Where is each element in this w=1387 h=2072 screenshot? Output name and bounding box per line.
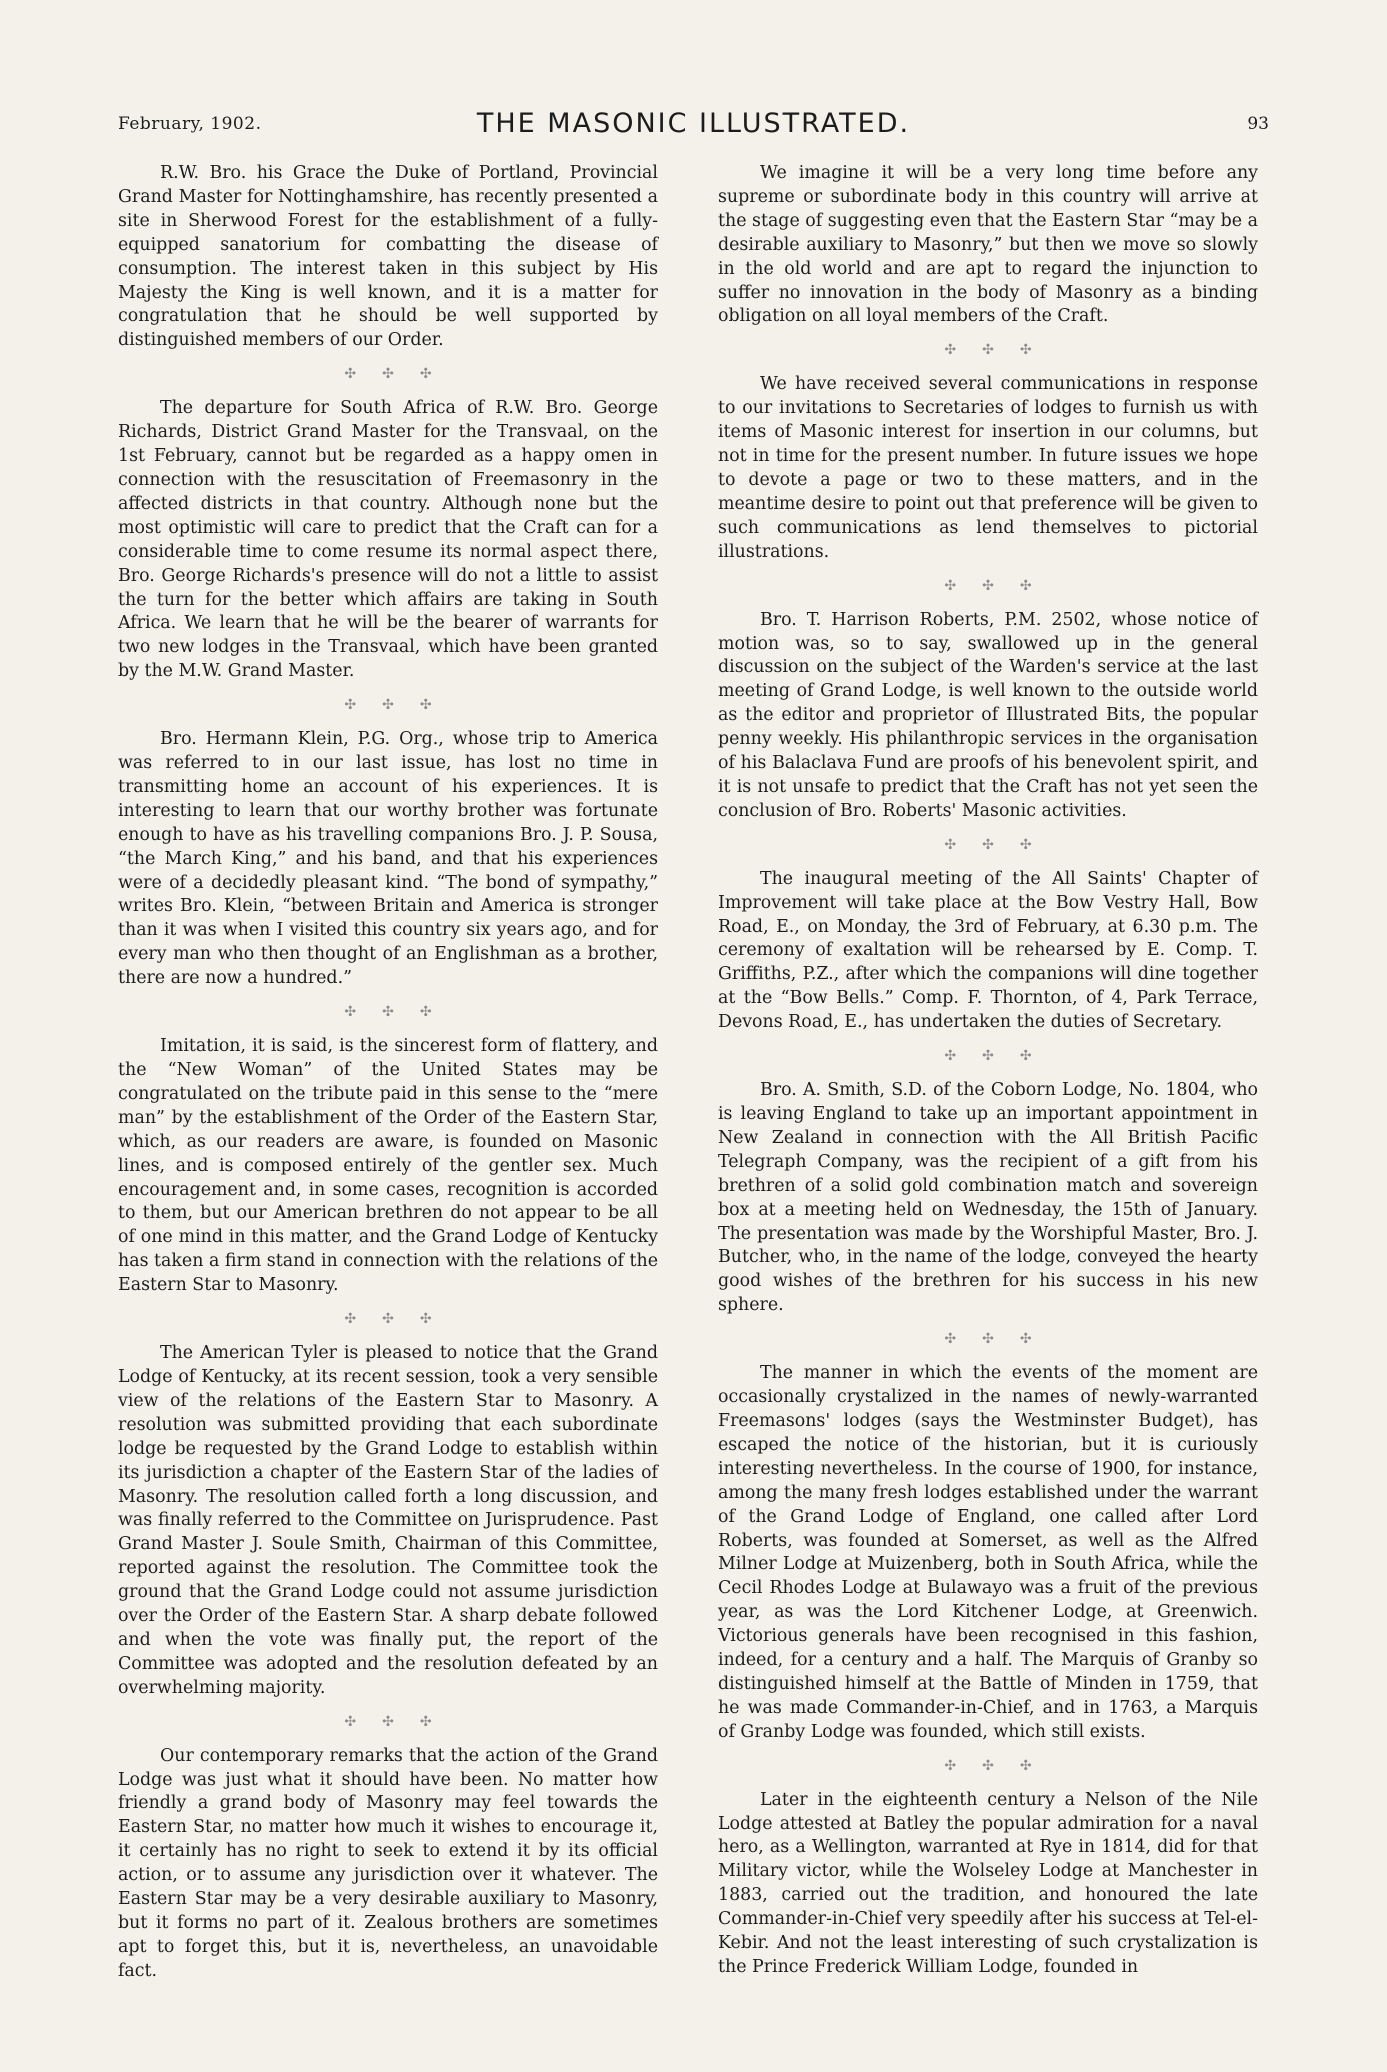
ornament-icon: ✣ xyxy=(944,1757,983,1774)
article-paragraph: R.W. Bro. his Grace the Duke of Portland, Provincial Grand Master for Nottinghamshire, has recently presented a site in Sherwood Forest for the establishment of a fully-equipped sanatorium for combatting the disease of consumption. The interest taken in this subject by His Majesty the King is well known, and it is a matter for congratulation that he should be well supported by distinguished members of our Order. xyxy=(118,163,658,351)
ornament-icon: ✣ xyxy=(419,366,458,383)
ornament-icon: ✣ xyxy=(944,342,983,359)
ornament-icon: ✣ xyxy=(382,1311,420,1328)
ornament-icon: ✣ xyxy=(344,1004,383,1021)
article-paragraph: The inaugural meeting of the All Saints' Chapter of Improvement will take place at the Bow Vestry Hall, Bow Road, E., on Monday, the 3rd of February, at 6.30 p.m. The ceremony of exaltation will be rehearsed by E. Comp. T. Griffiths, P.Z., after which the companions will dine together at the “Bow Bells.” Comp. F. Thornton, of 4, Park Terrace, Devons Road, E., has undertaken the duties of Secretary. xyxy=(718,868,1258,1033)
ornament-icon: ✣ xyxy=(419,697,458,714)
ornament-icon: ✣ xyxy=(1019,342,1058,359)
article-paragraph: We have received several communications in response to our invitations to Secretaries of lodges to furnish us with items of Masonic interest for insertion in our columns, but not in time for the present number. In future issues we hope to devote a page or two to these matters, and in the meantime desire to point out that preference will be given to such communications as lend themselves to pictorial illustrations. xyxy=(718,374,1258,562)
ornament-icon: ✣ xyxy=(419,1311,458,1328)
ornament-icon: ✣ xyxy=(1019,836,1058,853)
section-ornament xyxy=(144,1711,658,1733)
section-ornament xyxy=(744,834,1258,856)
page-number: 93 xyxy=(1247,114,1269,134)
ornament-icon: ✣ xyxy=(944,1048,983,1065)
ornament-icon: ✣ xyxy=(382,1713,420,1730)
ornament-icon: ✣ xyxy=(1019,1048,1058,1065)
ornament-icon: ✣ xyxy=(344,366,383,383)
article-paragraph: The American Tyler is pleased to notice that the Grand Lodge of Kentucky, at its recent session, took a very sensible view of the relations of the Eastern Star to Masonry. A resolution was submitted providing that each subordinate lodge be requested by the Grand Lodge to establish within its jurisdiction a chapter of the Eastern Star of the ladies of Masonry. The resolution called forth a long discussion, and was finally referred to the Committee on Jurisprudence. Past Grand Master J. Soule Smith, Chairman of this Committee, reported against the resolution. The Committee took the ground that the Grand Lodge could not assume jurisdiction over the Order of the Eastern Star. A sharp debate followed and when the vote was finally put, the report of the Committee was adopted and the resolution defeated by an overwhelming majority. xyxy=(118,1343,658,1698)
ornament-icon: ✣ xyxy=(382,366,420,383)
ornament-icon: ✣ xyxy=(344,1311,383,1328)
left-column xyxy=(118,162,658,1984)
section-ornament xyxy=(144,1308,658,1330)
ornament-icon: ✣ xyxy=(982,1048,1020,1065)
ornament-icon: ✣ xyxy=(382,697,420,714)
ornament-icon: ✣ xyxy=(944,577,983,594)
section-ornament xyxy=(144,1001,658,1023)
article-paragraph: The manner in which the events of the moment are occasionally crystalized in the names of newly-warranted Freemasons' lodges (says the Westminster Budget), has escaped the notice of the historian, but it is curiously interesting nevertheless. In the course of 1900, for instance, among the many fresh lodges established under the warrant of the Grand Lodge of England, one called after Lord Roberts, was founded at Somerset, as well as the Alfred Milner Lodge at Muizenberg, both in South Africa, while the Cecil Rhodes Lodge at Bulawayo was a fruit of the previous year, as was the Lord Kitchener Lodge, at Greenwich. Victorious generals have been recognised in this fashion, indeed, for a century and a half. The Marquis of Granby so distinguished himself at the Battle of Minden in 1759, that he was made Commander-in-Chief, and in 1763, a Marquis of Granby Lodge was founded, which still exists. xyxy=(718,1363,1258,1742)
ornament-icon: ✣ xyxy=(1019,1331,1058,1348)
ornament-icon: ✣ xyxy=(982,342,1020,359)
section-ornament xyxy=(744,1045,1258,1067)
ornament-icon: ✣ xyxy=(344,1713,383,1730)
masthead-title: THE MASONIC ILLUSTRATED. xyxy=(476,108,911,139)
section-ornament xyxy=(144,363,658,385)
ornament-icon: ✣ xyxy=(982,577,1020,594)
ornament-icon: ✣ xyxy=(982,1757,1020,1774)
right-column xyxy=(718,162,1258,1980)
ornament-icon: ✣ xyxy=(344,697,383,714)
section-ornament xyxy=(744,1328,1258,1350)
article-paragraph: Imitation, it is said, is the sincerest form of flattery, and the “New Woman” of the United States may be congratulated on the tribute paid in this sense to the “mere man” by the establishment of the Order of the Eastern Star, which, as our readers are aware, is founded on Masonic lines, and is composed entirely of the gentler sex. Much encouragement and, in some cases, recognition is accorded to them, but our American brethren do not appear to be all of one mind in this matter, and the Grand Lodge of Kentucky has taken a firm stand in connection with the relations of the Eastern Star to Masonry. xyxy=(118,1036,658,1296)
article-paragraph: Bro. A. Smith, S.D. of the Coborn Lodge, No. 1804, who is leaving England to take up an important appointment in New Zealand in connection with the All British Pacific Telegraph Company, was the recipient of a gift from his brethren of a solid gold combination match and sovereign box at a meeting held on Wednesday, the 15th of January. The presentation was made by the Worshipful Master, Bro. J. Butcher, who, in the name of the lodge, conveyed the hearty good wishes of the brethren for his success in his new sphere. xyxy=(718,1080,1258,1316)
ornament-icon: ✣ xyxy=(944,836,983,853)
article-paragraph: Our contemporary remarks that the action of the Grand Lodge was just what it should have been. No matter how friendly a grand body of Masonry may feel towards the Eastern Star, no matter how much it wishes to encourage it, it certainly has no right to seek to extend it by its official action, or to assume any jurisdiction over it whatever. The Eastern Star may be a very desirable auxiliary to Masonry, but it forms no part of it. Zealous brothers are sometimes apt to forget this, but it is, nevertheless, an unavoidable fact. xyxy=(118,1745,658,1981)
ornament-icon: ✣ xyxy=(419,1004,458,1021)
section-ornament xyxy=(144,694,658,716)
article-paragraph: Bro. T. Harrison Roberts, P.M. 2502, whose notice of motion was, so to say, swallowed up in the general discussion on the subject of the Warden's service at the last meeting of Grand Lodge, is well known to the outside world as the editor and proprietor of Illustrated Bits, the popular penny weekly. His philanthropic services in the organisation of his Balaclava Fund are proofs of his benevolent spirit, and it is not unsafe to predict that the Craft has not yet seen the conclusion of Bro. Roberts' Masonic activities. xyxy=(718,609,1258,821)
ornament-icon: ✣ xyxy=(944,1331,983,1348)
ornament-icon: ✣ xyxy=(419,1713,458,1730)
ornament-icon: ✣ xyxy=(982,1331,1020,1348)
article-paragraph: The departure for South Africa of R.W. Bro. George Richards, District Grand Master for the Transvaal, on the 1st February, cannot but be regarded as a happy omen in connection with the resuscitation of Freemasonry in the affected districts in that country. Although none but the most optimistic will care to predict that the Craft can for a considerable time to come resume its normal aspect there, Bro. George Richards's presence will do not a little to assist the turn for the better which affairs are taking in South Africa. We learn that he will be the bearer of warrants for two new lodges in the Transvaal, which have been granted by the M.W. Grand Master. xyxy=(118,398,658,682)
section-ornament xyxy=(744,575,1258,597)
issue-date: February, 1902. xyxy=(118,114,262,134)
ornament-icon: ✣ xyxy=(1019,577,1058,594)
ornament-icon: ✣ xyxy=(382,1004,420,1021)
section-ornament xyxy=(744,1755,1258,1777)
ornament-icon: ✣ xyxy=(982,836,1020,853)
article-paragraph: We imagine it will be a very long time before any supreme or subordinate body in this country will arrive at the stage of suggesting even that the Eastern Star “may be a desirable auxiliary to Masonry,” but then we move so slowly in the old world and are apt to regard the injunction to suffer no innovation in the body of Masonry as a binding obligation on all loyal members of the Craft. xyxy=(718,163,1258,327)
article-paragraph: Later in the eighteenth century a Nelson of the Nile Lodge attested at Batley the popular admiration for a naval hero, as a Wellington, warranted at Rye in 1814, did for that Military victor, while the Wolseley Lodge at Manchester in 1883, carried out the tradition, and honoured the late Commander-in-Chief very speedily after his success at Tel-el-Kebir. And not the least interesting of such crystalization is the Prince Frederick William Lodge, founded in xyxy=(718,1789,1258,1977)
ornament-icon: ✣ xyxy=(1019,1757,1058,1774)
article-paragraph: Bro. Hermann Klein, P.G. Org., whose trip to America was referred to in our last issue, has lost no time in transmitting home an account of his experiences. It is interesting to learn that our worthy brother was fortunate enough to have as his travelling companions Bro. J. P. Sousa, “the March King,” and his band, and that his experiences were of a decidedly pleasant kind. “The bond of sympathy,” writes Bro. Klein, “between Britain and America is stronger than it was when I visited this country six years ago, and for every man who then thought of an Englishman as a brother, there are now a hundred.” xyxy=(118,729,658,989)
section-ornament xyxy=(744,339,1258,361)
page-header xyxy=(118,108,1269,148)
